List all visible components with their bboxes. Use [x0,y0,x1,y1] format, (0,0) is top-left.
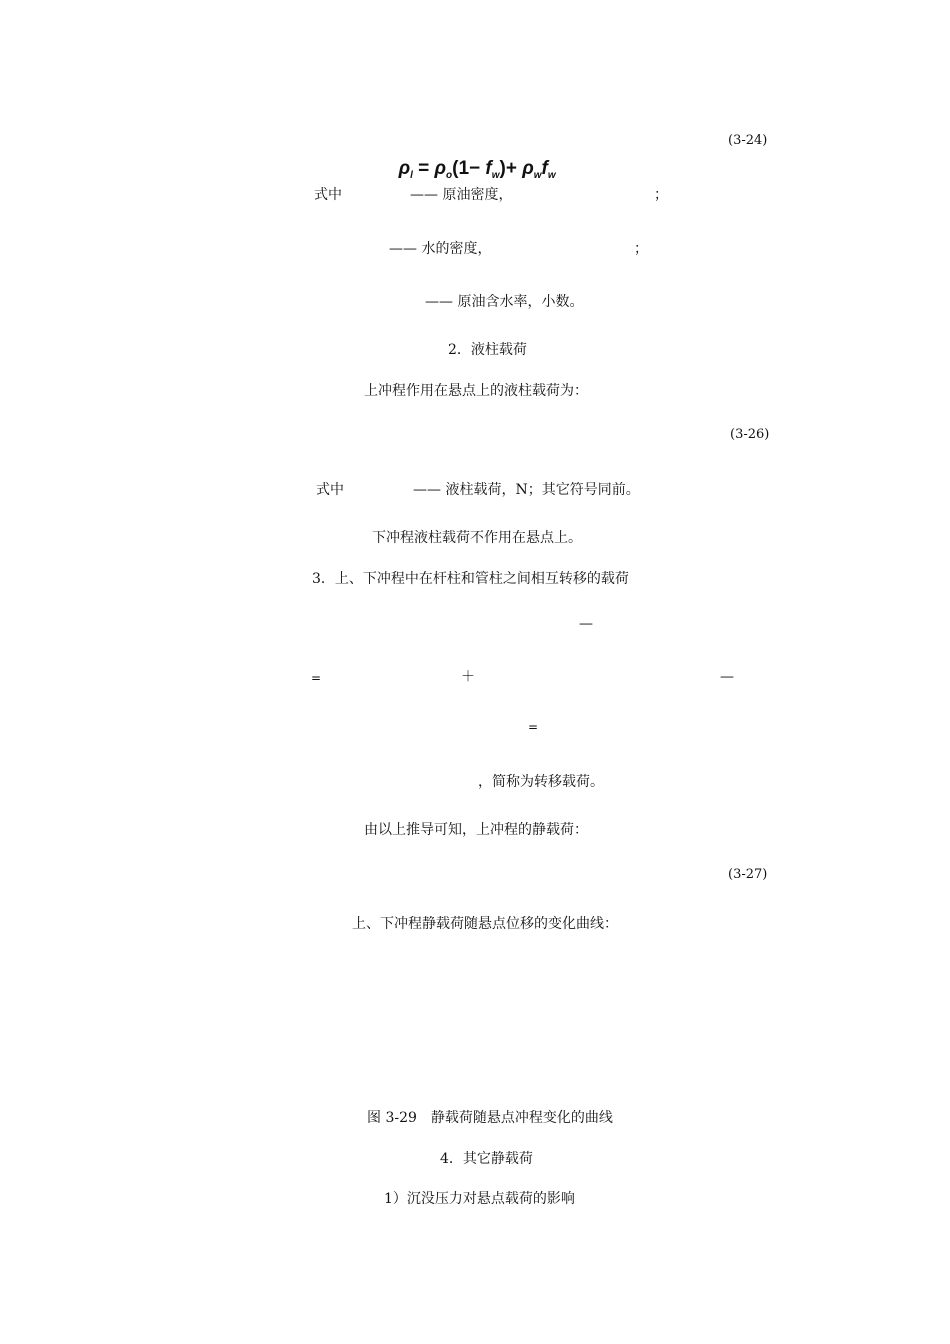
def-oil-density-semicolon: ； [654,187,668,203]
heading-transfer-load: 3．上、下冲程中在杆柱和管柱之间相互转移的载荷 [312,571,629,587]
def-water-density: —— 水的密度， [389,241,492,257]
def-liquid-load: —— 液柱载荷，N；其它符号同前。 [413,482,640,498]
para-load-curve: 上、下冲程静载荷随悬点位移的变化曲线： [352,916,618,932]
symbol-plus: ＋ [461,669,475,685]
where-label-2: 式中 [316,482,344,498]
def-oil-density: —— 原油密度， [410,187,513,203]
heading-liquid-load: 2．液柱载荷 [448,342,527,358]
para-transfer-load: ，简称为转移载荷。 [478,774,604,790]
para-upstroke-liquid-load: 上冲程作用在悬点上的液柱载荷为： [364,383,588,399]
symbol-equals-2: = [528,720,539,734]
symbol-minus-2: — [720,669,734,685]
para-downstroke: 下冲程液柱载荷不作用在悬点上。 [372,530,582,546]
equation-number-3-26: (3-26) [730,427,770,442]
def-water-cut: —— 原油含水率，小数。 [425,294,584,310]
para-static-load: 由以上推导可知，上冲程的静载荷： [364,822,588,838]
symbol-equals-1: = [311,671,322,685]
equation-number-3-27: (3-27) [728,867,768,882]
def-water-density-semicolon: ； [634,241,648,257]
figure-caption: 图 3-29 静载荷随悬点冲程变化的曲线 [367,1110,613,1126]
subheading-submergence-pressure: 1）沉没压力对悬点载荷的影响 [384,1191,575,1207]
heading-other-static-loads: 4．其它静载荷 [440,1151,533,1167]
where-label: 式中 [314,187,342,203]
formula-3-24: $\rho_l = \rho_o(1- f_w)+ \rho_wf_w$ [398,158,556,181]
symbol-minus-1: — [579,616,593,632]
equation-number-3-24: (3-24) [728,133,768,148]
